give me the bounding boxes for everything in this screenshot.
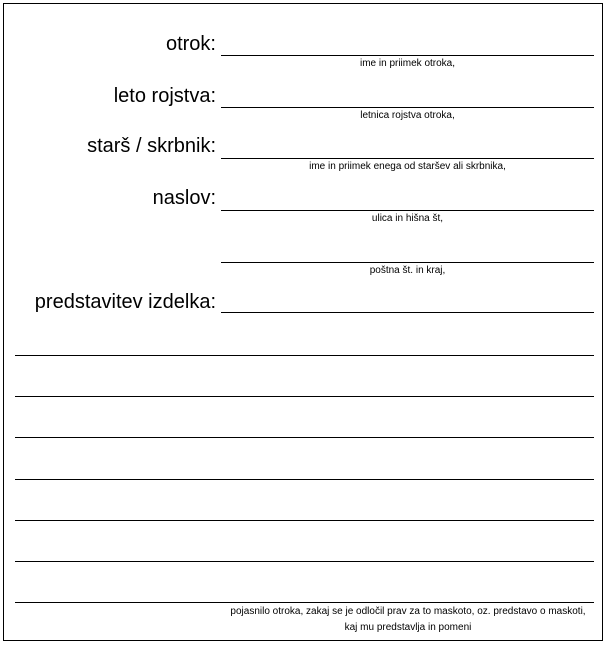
presentation-first-line[interactable] (221, 312, 594, 313)
presentation-label: predstavitev izdelka: (34, 291, 216, 313)
address-post-line[interactable] (221, 262, 594, 263)
birth-year-line[interactable] (221, 107, 594, 108)
address-street-line[interactable] (221, 210, 594, 211)
writing-line[interactable] (15, 437, 594, 438)
form-frame (3, 3, 603, 641)
writing-line[interactable] (15, 561, 594, 562)
child-hint: ime in priimek otroka, (359, 58, 456, 69)
child-label: otrok: (165, 33, 216, 55)
address-post-hint: poštna št. in kraj, (369, 265, 446, 276)
writing-line[interactable] (15, 602, 594, 603)
address-label: naslov: (152, 187, 216, 209)
presentation-footnote: pojasnilo otroka, zakaj se je odločil prav za to maskoto, oz. predstavo o maskoti, kaj mu predstavlja in pomeni (230, 606, 586, 633)
birth-year-hint: letnica rojstva otroka, (360, 110, 455, 121)
birth-year-label: leto rojstva: (113, 85, 216, 107)
writing-line[interactable] (15, 396, 594, 397)
writing-line[interactable] (15, 479, 594, 480)
writing-line[interactable] (15, 520, 594, 521)
guardian-label: starš / skrbnik: (87, 135, 216, 157)
writing-line[interactable] (15, 355, 594, 356)
guardian-hint: ime in priimek enega od staršev ali skrbnika, (309, 161, 506, 172)
guardian-line[interactable] (221, 158, 594, 159)
address-street-hint: ulica in hišna št, (371, 213, 444, 224)
child-name-line[interactable] (221, 55, 594, 56)
